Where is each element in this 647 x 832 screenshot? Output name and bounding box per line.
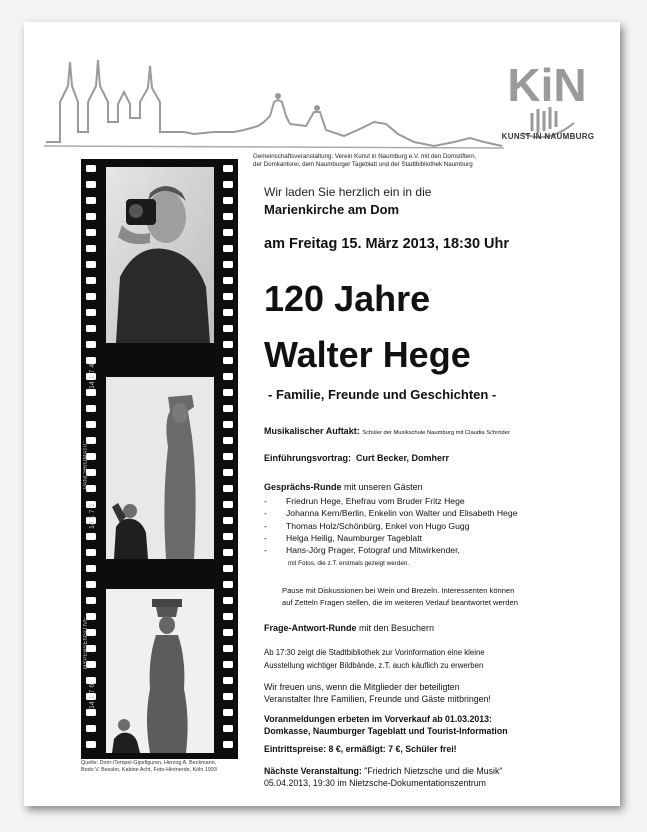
film-perforation: [86, 277, 96, 284]
film-perforation: [223, 485, 233, 492]
guest-note: mit Fotos, die z.T. erstmals gezeigt werden.: [288, 560, 410, 567]
list-item: - Johanna Kern/Berlin, Enkelin von Walter und Elisabeth Hege: [264, 507, 614, 519]
film-perforation: [223, 213, 233, 220]
list-item: - Thomas Holz/Schönbürg, Enkel von Hugo Gugg: [264, 520, 614, 532]
event-date: am Freitag 15. März 2013, 18:30 Uhr: [264, 236, 510, 252]
welcome-note: [264, 681, 614, 705]
film-perforation: [223, 325, 233, 332]
film-perforation: [223, 741, 233, 748]
film-perforation: [223, 357, 233, 364]
film-perforation: [86, 741, 96, 748]
headline-line-2: Walter Hege: [264, 334, 471, 375]
film-perforation: [86, 229, 96, 236]
film-perforation: [86, 581, 96, 588]
film-label-d: HYPERSENSITIVE: [83, 616, 89, 669]
film-perforation: [223, 421, 233, 428]
headline-line-1: 120 Jahre: [264, 278, 431, 319]
film-perforation: [86, 213, 96, 220]
qa-label: Frage-Antwort-Runde: [264, 623, 357, 633]
film-perforation: [86, 261, 96, 268]
organizer-line-2: der Domkantorei, dem Naumburger Tageblatt und der Stadtbibliothek Naumburg: [253, 161, 473, 168]
film-label-c: 14 1 7 5: [89, 503, 96, 529]
presale-line-1: Voranmeldungen erbeten im Vorverkauf ab 01.03.2013:: [264, 714, 492, 724]
film-perforation: [86, 181, 96, 188]
film-perforation: [223, 533, 233, 540]
photo-credit: [81, 760, 246, 774]
guest-list: [264, 495, 614, 556]
film-perforation: [223, 677, 233, 684]
film-label-e: 14 1 7 6: [89, 683, 96, 709]
presale-note: [264, 714, 614, 737]
film-perforation: [223, 501, 233, 508]
photo-credit-line-1: Quelle: Dom-/Tempel-Gipsfiguren, Herzog A. Beckmann,: [81, 760, 217, 766]
next-line-2: 05.04.2013, 19:30 im Nietzsche-Dokumentationszentrum: [264, 777, 486, 788]
film-perforation: [223, 181, 233, 188]
film-perforation: [223, 565, 233, 572]
library-line-1: Ab 17:30 zeigt die Stadtbibliothek zur Vorinformation eine kleine: [264, 648, 485, 657]
film-perforation: [223, 469, 233, 476]
logo-mark: KiN: [507, 59, 587, 111]
list-item: - Friedrun Hege, Ehefrau vom Bruder Fritz Hege: [264, 495, 614, 507]
film-perforation: [223, 405, 233, 412]
next-title: "Friedrich Nietzsche und die Musik": [364, 766, 503, 776]
pause-line-1: Pause mit Diskussionen bei Wein und Brezeln. Interessenten können: [282, 586, 515, 595]
film-perforation: [223, 229, 233, 236]
film-perforation: [223, 261, 233, 268]
library-note: [264, 646, 614, 672]
talk-text: mit unseren Gästen: [344, 482, 423, 492]
organizer-line-1: Gemeinschaftsveranstaltung: Verein Kunst in Naumburg e.V. mit den Domstiftern,: [253, 153, 477, 160]
film-perforation: [223, 517, 233, 524]
film-perforation: [223, 389, 233, 396]
list-item: - Helga Heilig, Naumburger Tageblatt: [264, 532, 614, 544]
music-text: Schüler der Musikschule Naumburg mit Claudia Schröder: [362, 430, 510, 436]
naumburg-skyline-drawing: [44, 42, 504, 152]
photo-hege-with-camera: [106, 167, 214, 343]
film-perforation: [223, 293, 233, 300]
film-perforation: [223, 661, 233, 668]
pause-line-2: auf Zetteln Fragen stellen, die im weiteren Verlauf beantwortet werden: [282, 597, 518, 607]
music-section: [264, 426, 614, 436]
photo-caryatid-statue: [106, 589, 214, 753]
film-perforation: [223, 549, 233, 556]
film-perforation: [223, 197, 233, 204]
next-event: [264, 766, 614, 789]
music-label: Musikalischer Auftakt:: [264, 426, 360, 436]
prices: Eintrittspreise: 8 €, ermäßigt: 7 €, Schüler frei!: [264, 744, 457, 754]
presale-line-2: Domkasse, Naumburger Tageblatt und Tourist-Information: [264, 725, 508, 736]
film-perforation: [86, 565, 96, 572]
welcome-line-1: Wir freuen uns, wenn die Mitglieder der beteiligten: [264, 682, 460, 692]
talk-label: Gesprächs-Runde: [264, 482, 342, 492]
film-perforation: [86, 405, 96, 412]
photo-credit-line-2: Bodo V. Bessler, Kabine Acht, Foto-Hintnerde, Köln 1993: [81, 767, 217, 773]
film-perforation: [223, 437, 233, 444]
film-perforation: [223, 165, 233, 172]
film-perforation: [86, 341, 96, 348]
welcome-line-2: Veranstalter Ihre Familien, Freunde und Gäste mitbringen!: [264, 694, 491, 704]
film-perforation: [223, 709, 233, 716]
film-label-a: 14 1 7 4: [89, 363, 96, 389]
film-perforation: [223, 581, 233, 588]
invite-text: Wir laden Sie herzlich ein in die: [264, 185, 432, 199]
film-strip: [81, 159, 238, 759]
film-perforation: [223, 309, 233, 316]
film-perforation: [223, 693, 233, 700]
film-perforation: [223, 597, 233, 604]
next-label: Nächste Veranstaltung:: [264, 766, 362, 776]
film-perforation: [86, 309, 96, 316]
headline-subtitle: - Familie, Freunde und Geschichten -: [268, 387, 497, 402]
poster-page: [24, 22, 620, 806]
film-perforation: [86, 725, 96, 732]
film-perforation: [223, 725, 233, 732]
film-perforation: [86, 549, 96, 556]
film-perforation: [223, 341, 233, 348]
library-line-2: Ausstellung wichtiger Bildbände, z.T. auch käuflich zu erwerben: [264, 661, 484, 670]
qa-text: mit den Besuchern: [359, 623, 435, 633]
film-perforation: [86, 709, 96, 716]
film-perforation: [223, 613, 233, 620]
film-perforation: [86, 325, 96, 332]
list-item: - Hans-Jörg Prager, Fotograf und Mitwirkender,: [264, 544, 614, 556]
venue-text: Marienkirche am Dom: [264, 202, 400, 217]
qa-section: [264, 623, 614, 633]
film-perforation: [223, 277, 233, 284]
film-label-b: PANCHROMATIC: [83, 441, 89, 489]
photo-hege-with-statue: [106, 377, 214, 559]
film-perforation: [86, 245, 96, 252]
film-perforation: [223, 245, 233, 252]
film-perforation: [223, 373, 233, 380]
talk-section: [264, 482, 614, 492]
intro-text: Curt Becker, Domherr: [356, 453, 450, 463]
pause-note: [282, 585, 632, 608]
film-perforation: [223, 645, 233, 652]
intro-section: [264, 453, 614, 463]
film-perforation: [86, 165, 96, 172]
film-perforation: [223, 453, 233, 460]
organizer-note: [253, 153, 598, 169]
film-perforation: [86, 293, 96, 300]
intro-label: Einführungsvortrag:: [264, 453, 351, 463]
film-perforation: [223, 629, 233, 636]
film-perforation: [86, 533, 96, 540]
logo-subtitle: KUNST IN NAUMBURG: [501, 132, 595, 141]
film-perforation: [86, 197, 96, 204]
film-perforation: [86, 389, 96, 396]
